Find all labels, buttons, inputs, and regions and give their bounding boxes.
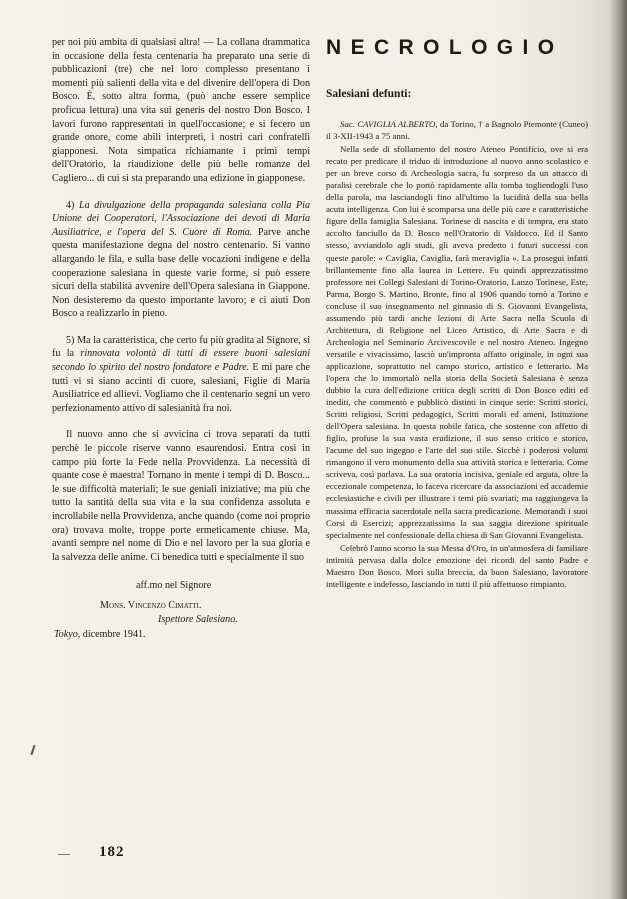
- page-number: 182: [99, 844, 125, 860]
- binding-edge-shadow: [609, 0, 627, 899]
- subsection-heading: Salesiani defunti:: [326, 88, 412, 100]
- right-column: [326, 36, 588, 590]
- item-5-italic: rinnovata volontà di tutti di essere buoni salesiani secondo lo spirito del nostro fondatore e Padre.: [52, 348, 311, 374]
- item-5-text-end: E mi pare che tutti vi si siano accinti di cuore, salesiani, Figlie di Maria Ausiliatrice ed allievi. Vogliamo che il centenario segni un vero perfezionamento attivo di salesianità fra noi.: [52, 362, 310, 414]
- obituary-details: da Torino, † a Bagnolo Piemonte (Cuneo) il 3-XII-1943 a 75 anni.: [326, 119, 588, 142]
- signature-place: Tokyo,: [54, 629, 81, 641]
- item-4-text: Parve anche questa manifestazione degna del nostro centenario. Si vanno allargando le fila, e sulla base delle vocazioni indigene e della cooperazione salesiana in queste varie forme, si può essere sicuri della stabilità avvenire dell'Opera salesiana in Giappone. Non desisteremo da questo importante lavoro; e ci aiuti Don Bosco a realizzarlo in pieno.: [52, 226, 310, 320]
- obituary-paragraph-1: Nella sede di sfollamento del nostro Ateneo Pontificio, ove si era recato per predicare il triduo di introduzione al nuovo anno scolastico e per un breve corso di Archeologia sacra, fu sorpreso da un attacco di paralisi cerebrale che lo portò rapidamente alla tomba togliendogli l'uso della parola, ma lasciandogli fino all'ultimo la lucidità della sua bella acuta intelligenza. Con lui è scomparsa una delle più care e caratteristiche figure della famiglia Salesiana. Torinese di nascita e di tempra, era stato accolto fanciullo da D. Bosco nell'Oratorio di Valdocco. Ed il Santo stesso, avviandolo agli studi, gli aveva predetto i futuri successi con queste parole: « Caviglia, Caviglia, farà meraviglia ». La prosegui infatti brillantemente fino alla laurea in Lettere. Fu quindi apprezzatissimo professore nei Collegi Salesiani di Torino-Oratorio, Lanzo Torinese, Este, Parma, Borgo S. Martino, Bronte, fino al 1906 quando tornò a Torino e concluse il suo insegnamento nel ginnasio di S. Giovanni Evangelista, assumendo più tardi anche lezioni di Arte Sacra nella Scuola di Architettura, di Religione nel Liceo Artistico, di Arte Sacra e di Archeologia nel Seminario Arcivescovile e nel nostro Ateneo. Ingegno versatile e vivacissimo, lasciò un'impronta affatto originale, in ogni sua applicazione, soprattutto nel campo storico, artistico e letterario. Ma l'opera che lo immortalò nella storia della Società Salesiana è senza dubbio la cura dell'edizione critica degli scritti di Don Bosco editi ed inediti, che commentò e pubblicò distinti in cinque serie: Scritti storici, Scritti religiosi, Scritti pedagogici, Scritti morali ed ameni, Istituzione dell'Opera salesiana. In questa nobile fatica, che sostenne con affetto di figlio, profuse la sua vasta erudizione, il suo senso critico e storico, l'acume del suo ingegno e l'arte del suo stile. Sicchè i poderosi volumi rimangono il vero monumento della sua attività storica e letteraria. Come scriveva, così parlava. La sua oratoria incisiva, geniale ed arguta, oltre la eccezionale competenza, lo faceva ricercare da associazioni ed accademie ecclesiastiche e civili per illustrare i temi più svariati; ma raggiungeva la massima efficacia sacerdotale nella sacra predicazione. Memorandi i suoi Corsi di Esercizi; apprezzatissima la sua saggia direzione spirituale specialmente nel confessionale della chiesa di San Giovanni Evangelista.: [326, 144, 588, 540]
- article-paragraph-2: [52, 199, 310, 321]
- item-number-4: 4): [66, 199, 75, 211]
- article-paragraph-3: [52, 334, 310, 416]
- margin-mark: [31, 745, 36, 755]
- section-title-necrologio: NECROLOGIO: [326, 36, 564, 59]
- obituary-paragraph-2: Celebrò l'anno scorso la sua Messa d'Oro, in un'atmosfera di familiare intimità pervasa dalla dolce emozione dei ricordi del santo Padre e Maestro Don Bosco. Morì sulla breccia, da buon Salesiano, lavoratore intelligente e indefesso, lasciando in tutti il più affettuoso rimpianto.: [326, 542, 588, 589]
- page-number-dash: [58, 854, 70, 855]
- obituary-name: Sac. CAVIGLIA ALBERTO,: [340, 119, 438, 129]
- signature-date: dicembre 1941.: [82, 629, 146, 641]
- obituary-entry-heading: [326, 118, 588, 142]
- signature-title: Ispettore Salesiano.: [158, 613, 238, 625]
- item-5-text-start: 5) Ma la caratteristica, che certo fu più gradita al Signore, si fu la: [52, 334, 310, 360]
- item-4-italic-heading: La divulgazione della propaganda salesiana colla Pia Unione dei Cooperatori, l'Associazione dei devoti di Maria Ausiliatrice, e l'opera del S. Cuore di Roma.: [52, 199, 311, 238]
- signature-block: [52, 579, 310, 641]
- left-column: [52, 36, 310, 642]
- article-paragraph-4: Il nuovo anno che si avvicina ci trova separati da tutti perchè le piccole riserve vanno esaurendosi. Entra così in campo più forte la Fede nella Provvidenza. La necessità di quante cose è maestra! Tornano in mente i tempi di D. Bosco... le sue difficoltà materiali; le sue geniali iniziative; ma più che tutto la santità della sua vita e la sua confidenza assoluta e incrollabile nella Provvidenza, anche quando (come noi proprio ora) trovava molte, troppe porte ermeticamente chiuse. Ma, avanti sempre nel nome di Dio e nel lavoro per la sua gloria e la salvezza delle anime. Ci benedica tutti e specialmente il suo: [52, 429, 310, 563]
- signature-closing: aff.mo nel Signore: [136, 580, 212, 592]
- signature-name: Mons. Vincenzo Cimatti.: [100, 599, 202, 611]
- signature-place-date: [54, 628, 310, 642]
- article-paragraph-1: per noi più ambita di qualsiasi altra! — La collana drammatica in occasione della festa centenaria ha preparato una serie di pubblicazioni (tre) che nel loro complesso presentano i momenti più salienti della vita e del divenire dell'opera di Don Bosco. È, sotto altra forma, (può anche essere semplice proficua lettura) una vita sui generis del nostro Don Bosco. I lavori furono rappresentati in quell'occasione; e si fecero un grande onore, come abili interpreti, i nostri cari confratelli giapponesi. Nota simpatica richiamante i primi tempi dell'Oratorio, la riaudizione delle più belle romanze del Cagliero... di cui si sta preparando una edizione in giapponese.: [52, 37, 310, 184]
